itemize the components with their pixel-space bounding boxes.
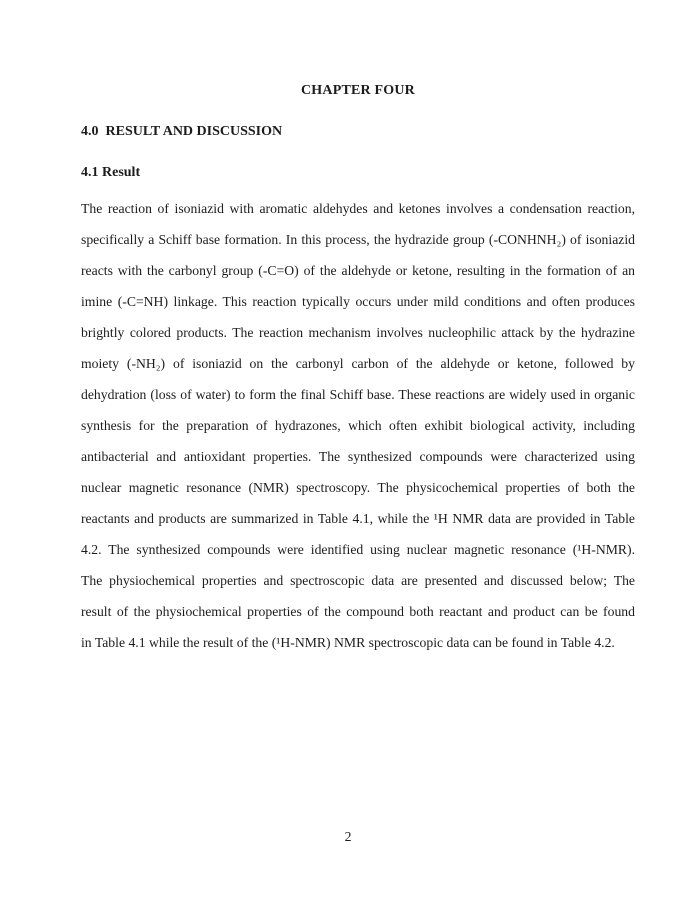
subsection-heading: 4.1 Result	[81, 165, 141, 180]
paragraph-line: result of the physiochemical properties of the compound both reactant and product can be found	[81, 604, 635, 619]
paragraph-line: in Table 4.1 while the result of the (¹H-NMR) NMR spectroscopic data can be found in Table 4.2.	[81, 635, 615, 650]
paragraph-line: imine (-C=NH) linkage. This reaction typically occurs under mild conditions and often produces	[81, 294, 635, 309]
paragraph-line: reactants and products are summarized in Table 4.1, while the ¹H NMR data are provided in Table	[81, 511, 635, 526]
paragraph-line: synthesis for the preparation of hydrazones, which often exhibit biological activity, including	[81, 418, 635, 433]
result-paragraph	[81, 193, 635, 658]
chapter-heading: CHAPTER FOUR	[300, 83, 415, 98]
paragraph-line: moiety (-NH₂) of isoniazid on the carbonyl carbon of the aldehyde or ketone, followed by	[81, 356, 635, 371]
paragraph-line: 4.2. The synthesized compounds were identified using nuclear magnetic resonance (¹H-NMR).	[81, 542, 635, 557]
paragraph-line: The physiochemical properties and spectroscopic data are presented and discussed below; The	[81, 573, 635, 588]
section-heading: 4.0 RESULT AND DISCUSSION	[81, 124, 283, 139]
paragraph-line: specifically a Schiff base formation. In this process, the hydrazide group (-CONHNH₂) of isoniazid	[81, 232, 635, 247]
paragraph-line: nuclear magnetic resonance (NMR) spectroscopy. The physicochemical properties of both the	[81, 480, 635, 495]
paragraph-line: dehydration (loss of water) to form the final Schiff base. These reactions are widely used in organic	[81, 387, 635, 402]
paragraph-line: antibacterial and antioxidant properties. The synthesized compounds were characterized using	[81, 449, 635, 464]
page-number: 2	[344, 829, 352, 844]
paragraph-line: The reaction of isoniazid with aromatic aldehydes and ketones involves a condensation reaction,	[81, 201, 635, 216]
paragraph-line: reacts with the carbonyl group (-C=O) of the aldehyde or ketone, resulting in the formation of an	[81, 263, 635, 278]
paragraph-line: brightly colored products. The reaction mechanism involves nucleophilic attack by the hydrazine	[81, 325, 635, 340]
page-content	[81, 0, 635, 658]
